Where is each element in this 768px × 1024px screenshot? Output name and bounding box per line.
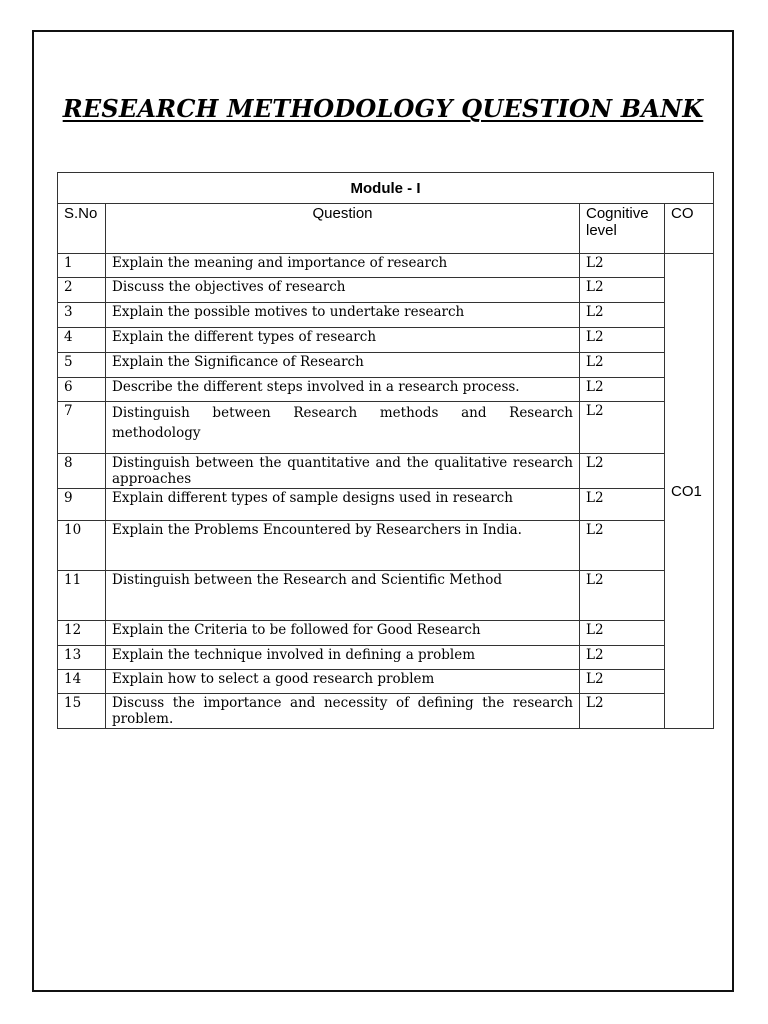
row-question: Explain how to select a good research problem bbox=[106, 670, 580, 694]
module-row bbox=[58, 173, 714, 204]
row-level: L2 bbox=[580, 571, 665, 621]
row-question: Explain the different types of research bbox=[106, 328, 580, 353]
header-cognitive-level: Cognitive level bbox=[580, 204, 665, 254]
co-value: CO1 bbox=[665, 254, 714, 729]
document-page bbox=[32, 30, 734, 992]
row-level: L2 bbox=[580, 621, 665, 646]
table-row bbox=[58, 328, 714, 353]
row-question: Distinguish between the Research and Scientific Method bbox=[106, 571, 580, 621]
table-row bbox=[58, 489, 714, 521]
row-sno: 12 bbox=[58, 621, 106, 646]
row-question: Explain different types of sample designs used in research bbox=[106, 489, 580, 521]
row-question: Explain the meaning and importance of research bbox=[106, 254, 580, 278]
table-row bbox=[58, 378, 714, 402]
row-level: L2 bbox=[580, 489, 665, 521]
table-row bbox=[58, 694, 714, 729]
row-level: L2 bbox=[580, 646, 665, 670]
row-question: Distinguish between the quantitative and the qualitative research approaches bbox=[106, 454, 580, 489]
table-row bbox=[58, 278, 714, 303]
row-level: L2 bbox=[580, 254, 665, 278]
row-sno: 8 bbox=[58, 454, 106, 489]
table-row bbox=[58, 646, 714, 670]
row-question: Discuss the objectives of research bbox=[106, 278, 580, 303]
header-row bbox=[58, 204, 714, 254]
header-question: Question bbox=[106, 204, 580, 254]
row-sno: 11 bbox=[58, 571, 106, 621]
row-sno: 10 bbox=[58, 521, 106, 571]
row-question: Discuss the importance and necessity of defining the research problem. bbox=[106, 694, 580, 729]
row-sno: 1 bbox=[58, 254, 106, 278]
module-heading: Module - I bbox=[58, 173, 714, 204]
table-row bbox=[58, 571, 714, 621]
row-sno: 4 bbox=[58, 328, 106, 353]
row-level: L2 bbox=[580, 378, 665, 402]
row-sno: 5 bbox=[58, 353, 106, 378]
row-question: Explain the Problems Encountered by Researchers in India. bbox=[106, 521, 580, 571]
row-question: Explain the technique involved in defining a problem bbox=[106, 646, 580, 670]
row-sno: 2 bbox=[58, 278, 106, 303]
header-co: CO bbox=[665, 204, 714, 254]
table-row bbox=[58, 353, 714, 378]
row-sno: 6 bbox=[58, 378, 106, 402]
table-row bbox=[58, 254, 714, 278]
row-level: L2 bbox=[580, 694, 665, 729]
row-sno: 9 bbox=[58, 489, 106, 521]
row-question: Explain the possible motives to undertake research bbox=[106, 303, 580, 328]
row-level: L2 bbox=[580, 328, 665, 353]
row-level: L2 bbox=[580, 278, 665, 303]
row-question: Explain the Criteria to be followed for Good Research bbox=[106, 621, 580, 646]
table-row bbox=[58, 621, 714, 646]
row-level: L2 bbox=[580, 454, 665, 489]
table-row bbox=[58, 521, 714, 571]
row-level: L2 bbox=[580, 303, 665, 328]
row-sno: 7 bbox=[58, 402, 106, 454]
row-level: L2 bbox=[580, 670, 665, 694]
row-question: Describe the different steps involved in a research process. bbox=[106, 378, 580, 402]
row-question: Distinguish between Research methods and Research methodology bbox=[106, 402, 580, 454]
row-level: L2 bbox=[580, 402, 665, 454]
row-level: L2 bbox=[580, 353, 665, 378]
table-row bbox=[58, 303, 714, 328]
document-title: RESEARCH METHODOLOGY QUESTION BANK bbox=[62, 94, 704, 123]
question-table bbox=[57, 172, 714, 729]
row-level: L2 bbox=[580, 521, 665, 571]
row-sno: 15 bbox=[58, 694, 106, 729]
row-question: Explain the Significance of Research bbox=[106, 353, 580, 378]
row-sno: 14 bbox=[58, 670, 106, 694]
table-row bbox=[58, 454, 714, 489]
table-row bbox=[58, 670, 714, 694]
header-sno: S.No bbox=[58, 204, 106, 254]
table-row bbox=[58, 402, 714, 454]
row-sno: 3 bbox=[58, 303, 106, 328]
row-sno: 13 bbox=[58, 646, 106, 670]
